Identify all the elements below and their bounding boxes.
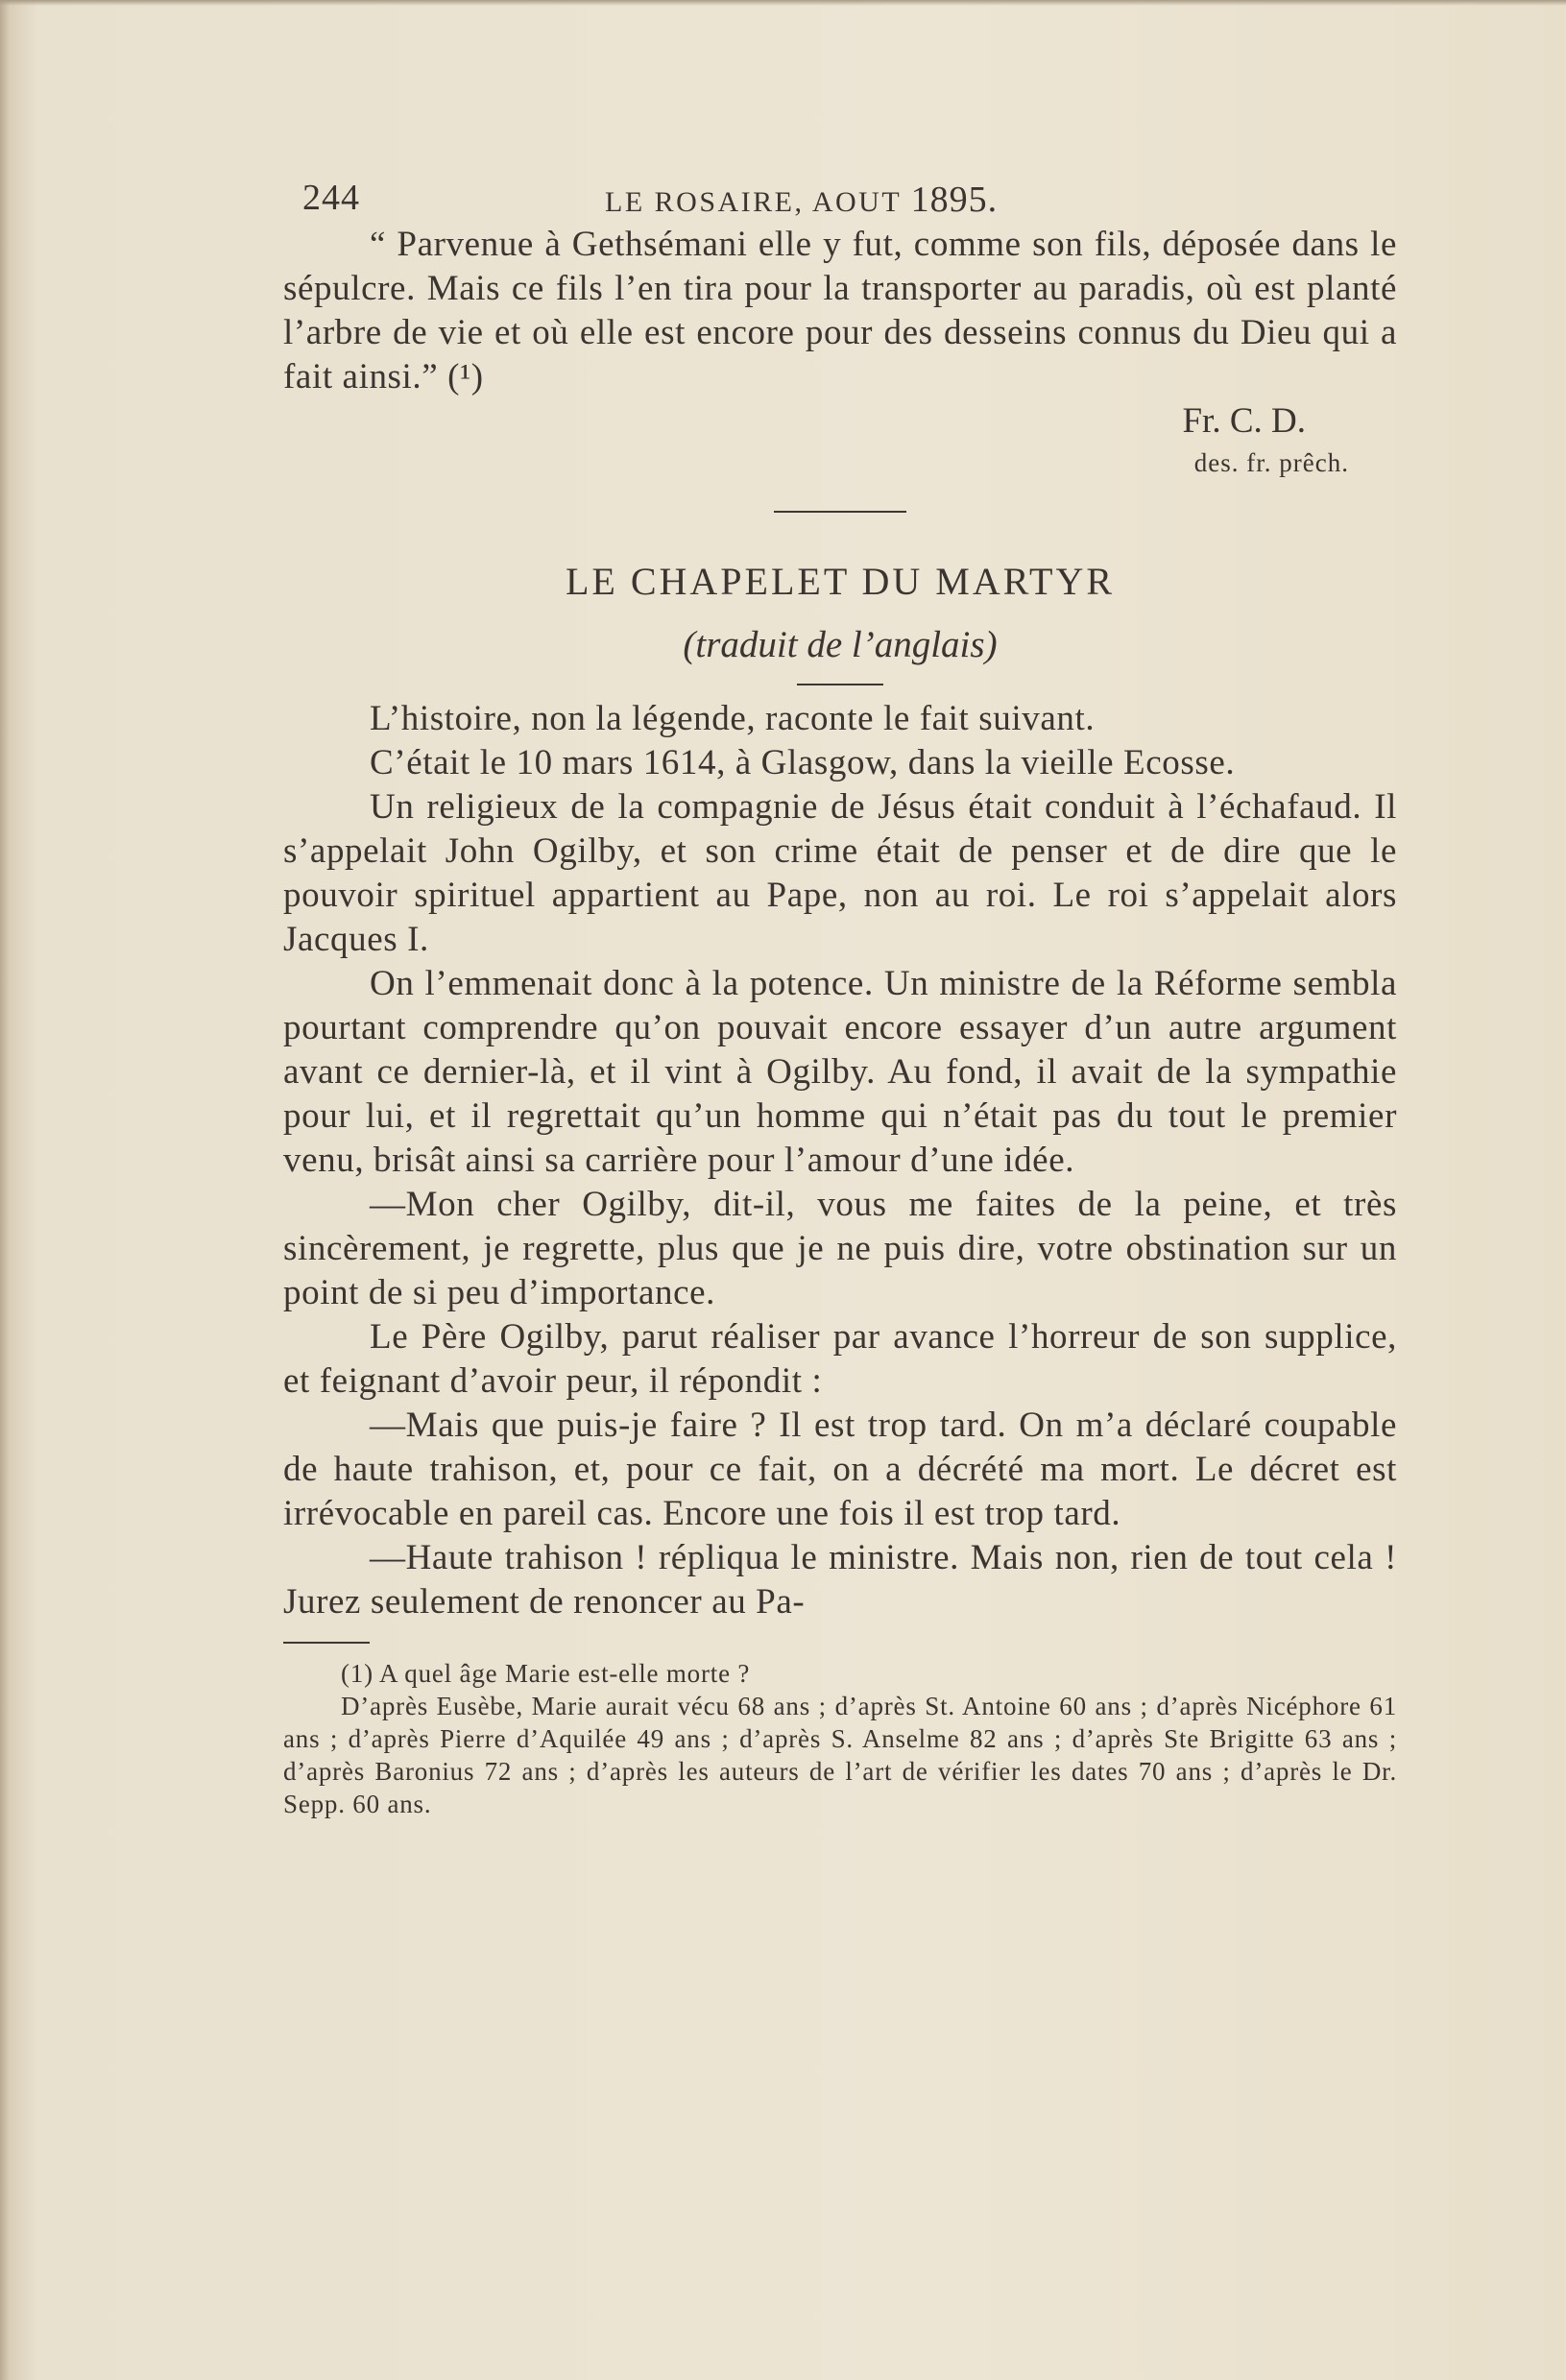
- footnote-rule: [283, 1642, 370, 1644]
- footnote-text: D’après Eusèbe, Marie aurait vécu 68 ans ; d’après St. Antoine 60 ans ; d’après Nicéphore 61 ans ; d’après Pierre d’Aquilée 49 ans ; d’après S. Anselme 82 ans ; d’après Ste Brigitte 63 ans ; d’après Baronius 72 ans ; d’après les auteurs de l’art de vérifier les dates 70 ans ; d’après le Dr. Sepp. 60 ans.: [283, 1692, 1397, 1818]
- page-number: 244: [302, 178, 360, 218]
- page-content: [283, 173, 1397, 1820]
- article-paragraph: —Haute trahison ! répliqua le ministre. Mais non, rien de tout cela ! Jurez seulement de renoncer au Pa-: [283, 1538, 1397, 1622]
- running-title-text: LE ROSAIRE, AOUT: [605, 186, 902, 218]
- article-paragraph: Le Père Ogilby, parut réaliser par avance l’horreur de son supplice, et feignant d’avoir peur, il répondit :: [283, 1317, 1397, 1401]
- closing-paragraph: “ Parvenue à Gethsémani elle y fut, comme son fils, déposée dans le sépulcre. Mais ce fils l’en tira pour la transporter au paradis, où est planté l’arbre de vie et où elle est encore pour des desseins connus du Dieu qui a fait ainsi.” (¹): [283, 225, 1397, 397]
- article-paragraph: Un religieux de la compagnie de Jésus était conduit à l’échafaud. Il s’appelait John Ogilby, et son crime était de penser et de dire que le pouvoir spirituel appartient au Pape, non au roi. Le roi s’appelait alors Jacques I.: [283, 787, 1397, 959]
- article-subtitle: (traduit de l’anglais): [683, 624, 998, 665]
- running-header: [283, 173, 1397, 223]
- article-paragraph: On l’emmenait donc à la potence. Un ministre de la Réforme sembla pourtant comprendre qu’on pouvait encore essayer d’un autre argument avant ce dernier-là, et il vint à Ogilby. Au fond, il avait de la sympathie pour lui, et il regrettait qu’un homme qui n’était pas du tout le premier venu, brisât ainsi sa carrière pour l’amour d’une idée.: [283, 964, 1397, 1180]
- article-paragraph: —Mais que puis-je faire ? Il est trop tard. On m’a déclaré coupable de haute trahison, et, pour ce fait, on a décrété ma mort. Le décret est irrévocable en pareil cas. Encore une fois il est trop tard.: [283, 1406, 1397, 1533]
- running-title-year: 1895.: [910, 180, 999, 220]
- article-title: LE CHAPELET DU MARTYR: [565, 560, 1116, 603]
- running-title: [605, 179, 998, 221]
- article-paragraph: C’était le 10 mars 1614, à Glasgow, dans la vieille Ecosse.: [370, 743, 1236, 782]
- article-paragraph: L’histoire, non la légende, raconte le fait suivant.: [370, 699, 1096, 738]
- footnote-question: (1) A quel âge Marie est-elle morte ?: [341, 1659, 751, 1688]
- article-paragraph: —Mon cher Ogilby, dit-il, vous me faites de la peine, et très sincèrement, je regrette, plus que je ne puis dire, votre obstination sur un point de si peu d’importance.: [283, 1185, 1397, 1312]
- signature: Fr. C. D.: [1182, 401, 1306, 441]
- signature-subtitle: des. fr. prêch.: [1193, 448, 1349, 477]
- page-edge-shadow: [0, 0, 1566, 6]
